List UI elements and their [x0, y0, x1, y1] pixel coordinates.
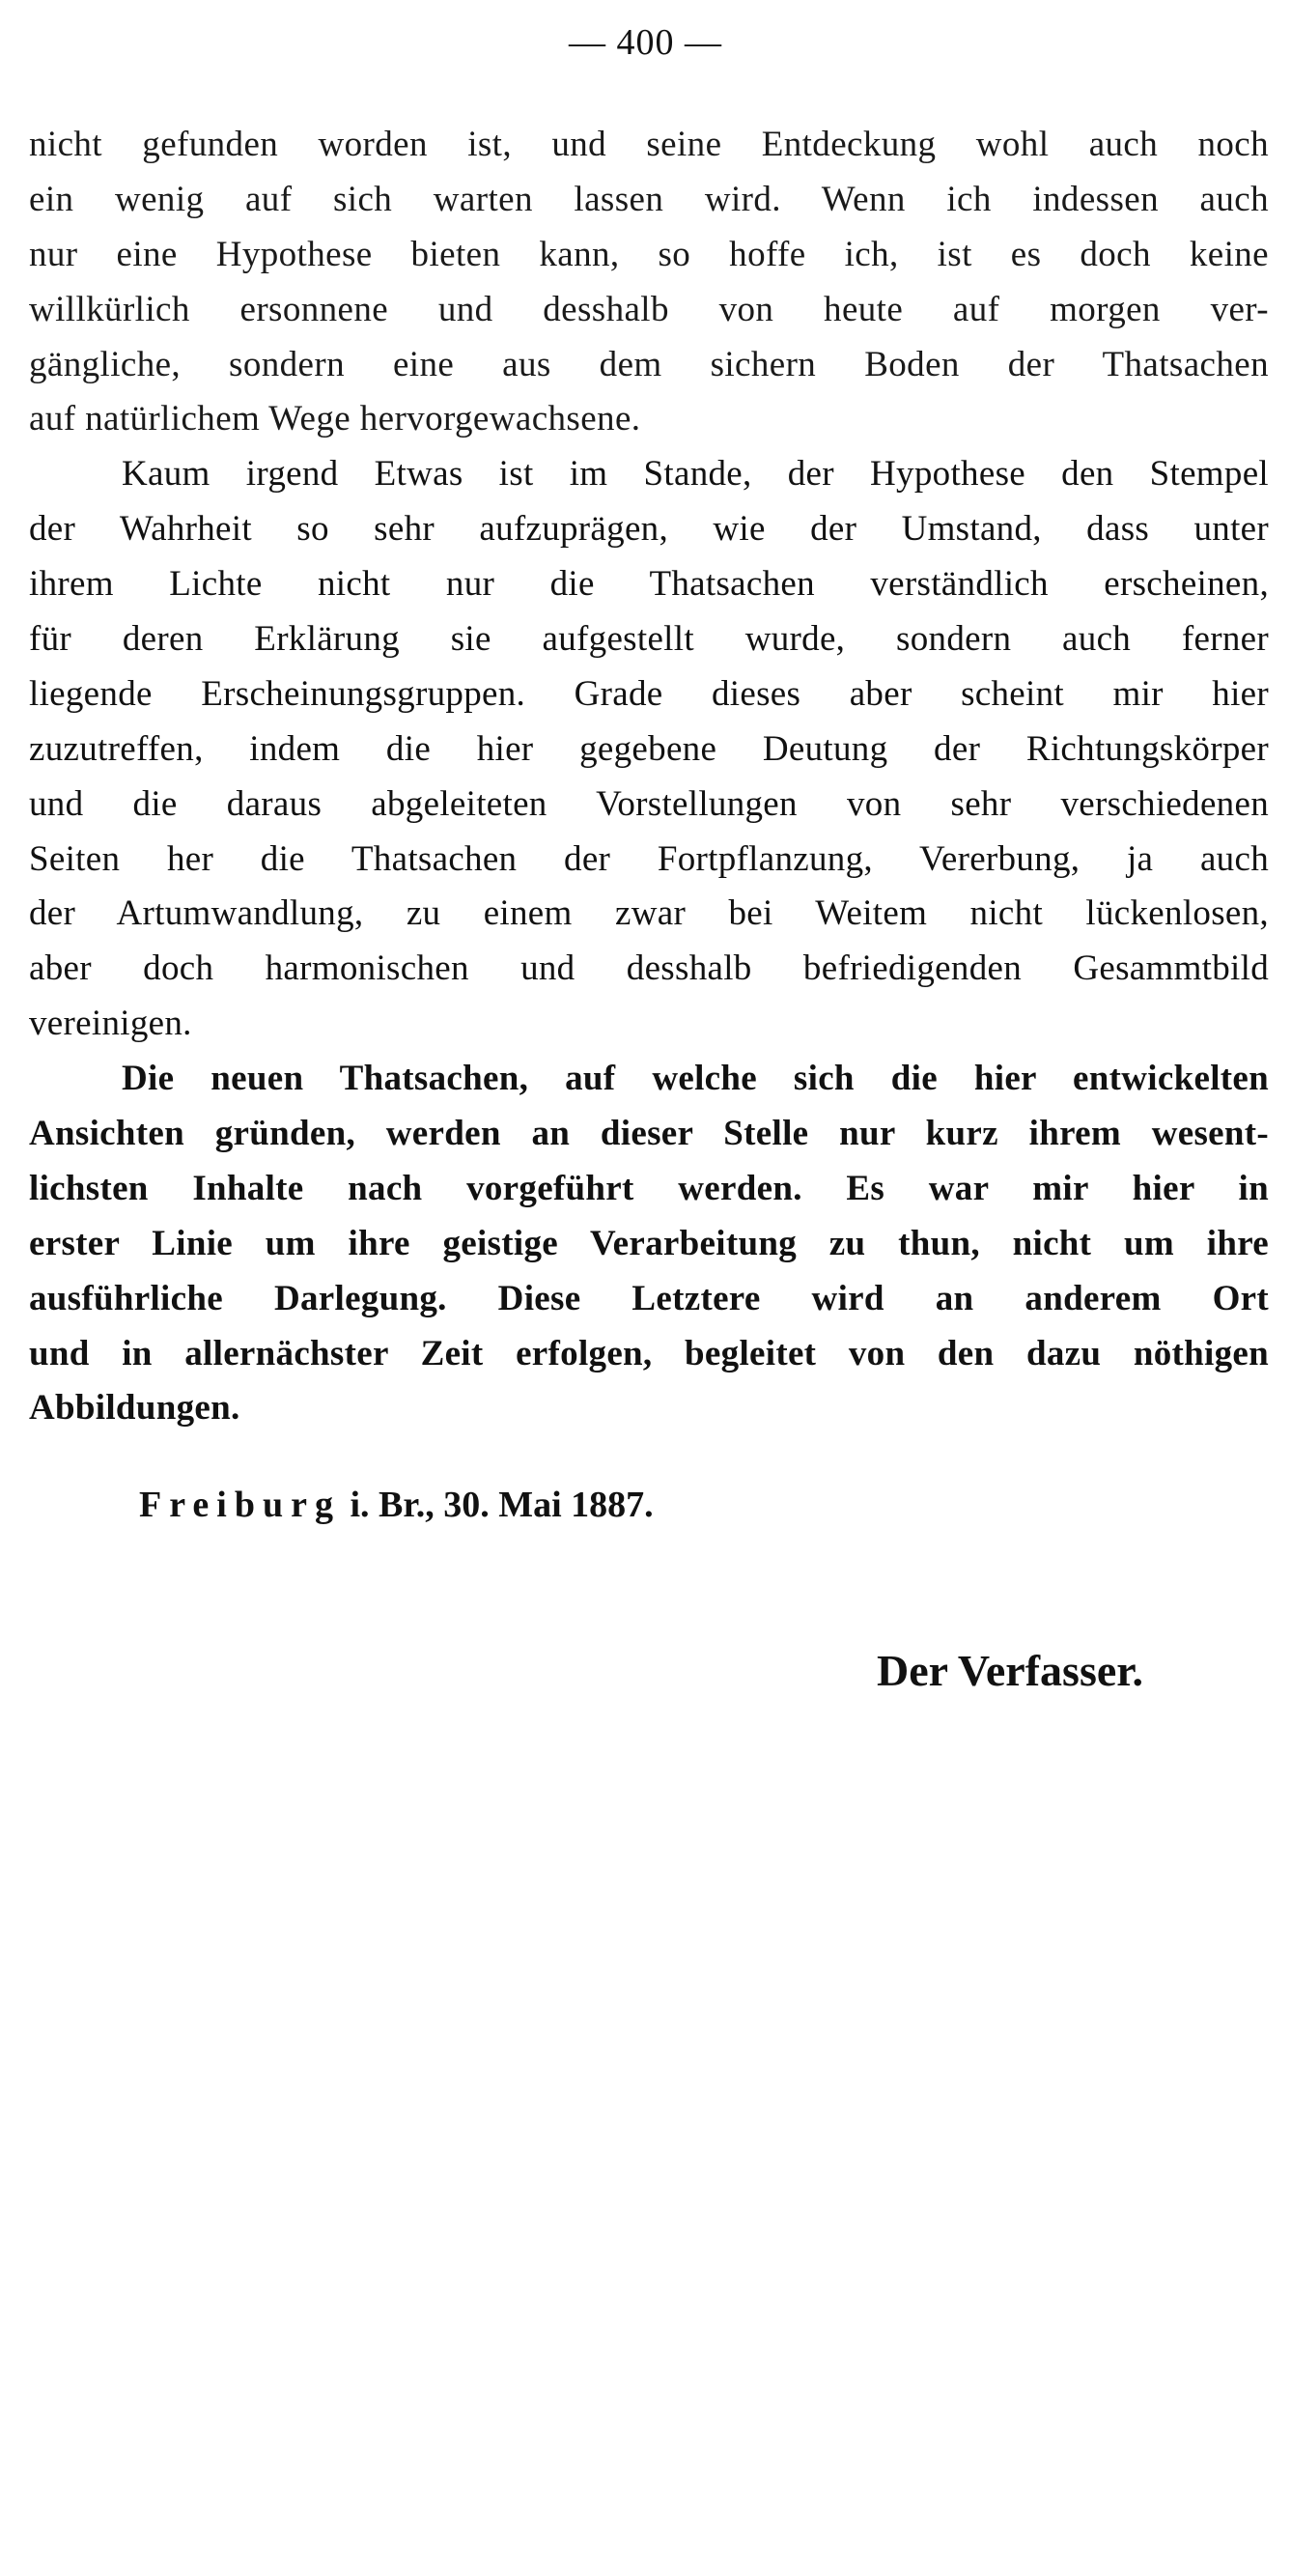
text-line: nicht gefunden worden ist, und seine Entdeckung wohl auch noch [29, 125, 1269, 164]
text-line: erster Linie um ihre geistige Verarbeitung zu thun, nicht um ihre [29, 1223, 1269, 1263]
text-line: lichsten Inhalte nach vorgeführt werden. Es war mir hier in [29, 1168, 1269, 1208]
text-line: Seiten her die Thatsachen der Fortpflanzung, Vererbung, ja auch [29, 838, 1269, 879]
paragraph-1 [29, 118, 1269, 447]
paragraph-2 [29, 447, 1269, 1052]
text-line: der Wahrheit so sehr aufzuprägen, wie der Umstand, dass unter [29, 509, 1269, 550]
text-line: auf natürlichem Wege hervorgewachsene. [29, 399, 641, 439]
text-line: der Artumwandlung, zu einem zwar bei Weitem nicht lückenlosen, [29, 893, 1269, 934]
text-line: ausführliche Darlegung. Diese Letztere wird an anderem Ort [29, 1278, 1269, 1318]
text-line: ein wenig auf sich warten lassen wird. Wenn ich indessen auch [29, 179, 1269, 219]
text-line: ihrem Lichte nicht nur die Thatsachen verständlich erscheinen, [29, 564, 1269, 605]
text-line: zuzutreffen, indem die hier gegebene Deutung der Richtungskörper [29, 728, 1269, 769]
paragraph-3 [29, 1052, 1269, 1436]
text-line: und in allernächster Zeit erfolgen, begleitet von den dazu nöthigen [29, 1333, 1269, 1373]
text-line: Abbildungen. [29, 1388, 240, 1429]
text-line: nur eine Hypothese bieten kann, so hoffe ich, ist es doch keine [29, 234, 1269, 274]
text-line: aber doch harmonischen und desshalb befriedigenden Gesammtbild [29, 948, 1269, 989]
body-text [29, 118, 1269, 1436]
text-line: liegende Erscheinungsgruppen. Grade dieses aber scheint mir hier [29, 673, 1269, 714]
text-line: und die daraus abgeleiteten Vorstellungen von sehr verschiedenen [29, 783, 1269, 824]
text-line: für deren Erklärung sie aufgestellt wurde, sondern auch ferner [29, 619, 1269, 660]
text-line: gängliche, sondern eine aus dem sichern Boden der Thatsachen [29, 344, 1269, 384]
dateline-place: Freiburg [139, 1485, 341, 1525]
dateline [139, 1478, 654, 1532]
text-line: Ansichten gründen, werden an dieser Stelle nur kurz ihrem wesent- [29, 1114, 1269, 1154]
page-number: — 400 — [569, 22, 722, 63]
text-line: Die neuen Thatsachen, auf welche sich die hier entwickelten [122, 1059, 1269, 1099]
dateline-date: i. Br., 30. Mai 1887. [350, 1485, 654, 1525]
text-line: willkürlich ersonnene und desshalb von heute auf morgen ver- [29, 289, 1269, 329]
author-signature: Der Verfasser. [877, 1646, 1143, 1695]
text-line: Kaum irgend Etwas ist im Stande, der Hypothese den Stempel [122, 454, 1269, 495]
text-line: vereinigen. [29, 1004, 192, 1044]
